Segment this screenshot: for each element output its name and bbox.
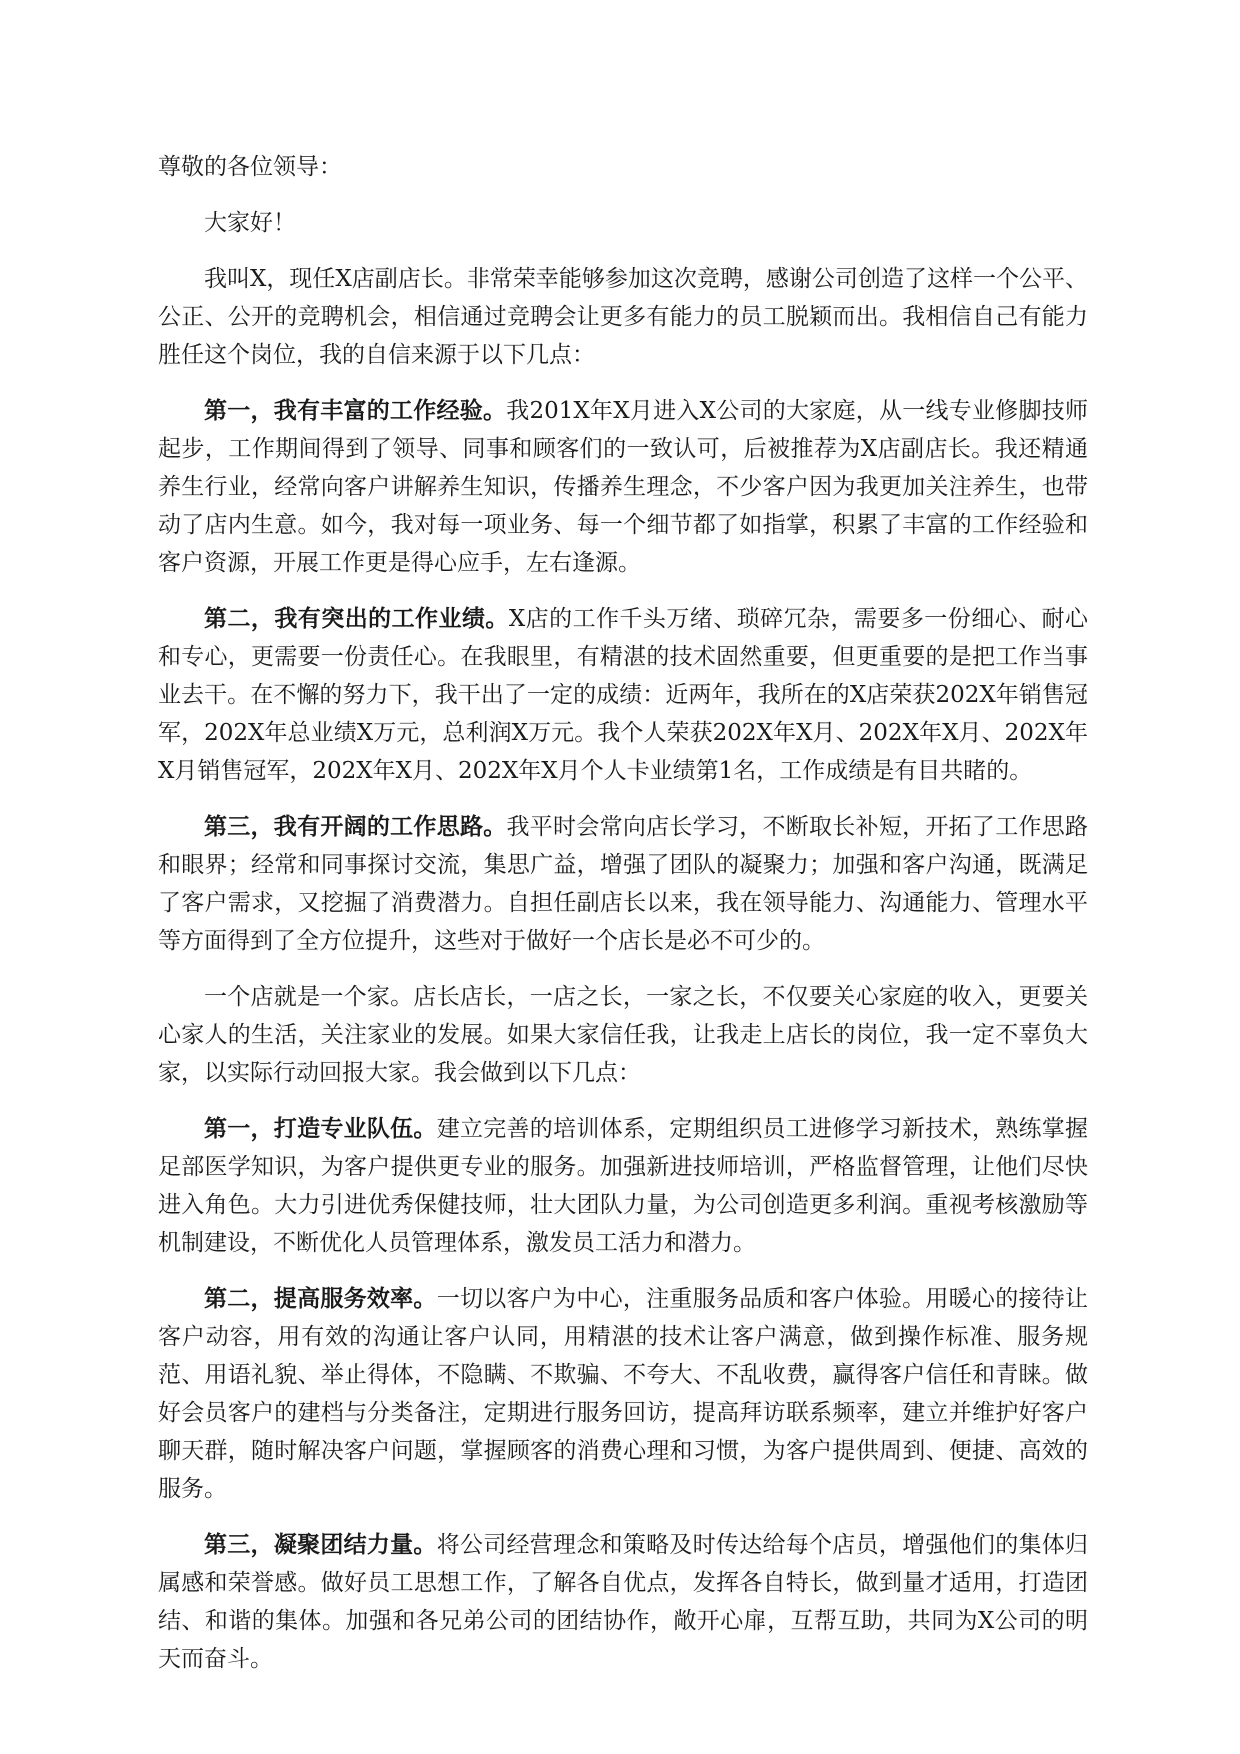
strength-paragraph-3 (158, 808, 1088, 960)
plan-heading-1: 第一，打造专业队伍。 (204, 1115, 437, 1142)
strength-heading-3: 第三，我有开阔的工作思路。 (204, 813, 507, 840)
document-body (158, 148, 1088, 1696)
plan-text-2: 一切以客户为中心，注重服务品质和客户体验。用暖心的接待让客户动容，用有效的沟通让客户认同，用精湛的技术让客户满意，做到操作标准、服务规范、用语礼貌、举止得体，不隐瞒、不欺骗、不夸大、不乱收费，赢得客户信任和青睐。做好会员客户的建档与分类备注，定期进行服务回访，提高拜访联系频率，建立并维护好客户聊天群，随时解决客户问题，掌握顾客的消费心理和习惯，为客户提供周到、便捷、高效的服务。 (158, 1286, 1089, 1502)
strength-text-3: 我平时会常向店长学习，不断取长补短，开拓了工作思路和眼界；经常和同事探讨交流，集思广益，增强了团队的凝聚力；加强和客户沟通，既满足了客户需求，又挖掘了消费潜力。自担任副店长以来，我在领导能力、沟通能力、管理水平等方面得到了全方位提升，这些对于做好一个店长是必不可少的。 (158, 814, 1089, 954)
plan-heading-2: 第二，提高服务效率。 (204, 1285, 437, 1312)
intro-paragraph: 我叫X，现任X店副店长。非常荣幸能够参加这次竞聘，感谢公司创造了这样一个公平、公正、公开的竞聘机会，相信通过竞聘会让更多有能力的员工脱颖而出。我相信自己有能力胜任这个岗位，我的自信来源于以下几点： (158, 266, 1088, 368)
plan-paragraph-3 (158, 1526, 1088, 1678)
plan-heading-3: 第三，凝聚团结力量。 (204, 1531, 437, 1558)
plan-paragraph-1 (158, 1110, 1088, 1262)
strength-heading-1: 第一，我有丰富的工作经验。 (204, 397, 507, 424)
greeting: 大家好！ (204, 210, 296, 236)
plan-paragraph-2 (158, 1280, 1088, 1508)
strength-text-2: X店的工作千头万绪、琐碎冗杂，需要多一份细心、耐心和专心，更需要一份责任心。在我眼里，有精湛的技术固然重要，但更重要的是把工作当事业去干。在不懈的努力下，我干出了一定的成绩：近两年，我所在的X店荣获202X年销售冠军，202X年总业绩X万元，总利润X万元。我个人荣获202X年X月、202X年X月、202X年X月销售冠军，202X年X月、202X年X月个人卡业绩第1名，工作成绩是有目共睹的。 (158, 606, 1089, 784)
strength-heading-2: 第二，我有突出的工作业绩。 (204, 605, 509, 632)
salutation: 尊敬的各位领导： (158, 154, 342, 180)
plan-text-1: 建立完善的培训体系，定期组织员工进修学习新技术，熟练掌握足部医学知识，为客户提供更专业的服务。加强新进技师培训，严格监督管理，让他们尽快进入角色。大力引进优秀保健技师，壮大团队力量，为公司创造更多利润。重视考核激励等机制建设，不断优化人员管理体系，激发员工活力和潜力。 (158, 1116, 1089, 1256)
strength-text-1: 我201X年X月进入X公司的大家庭，从一线专业修脚技师起步，工作期间得到了领导、同事和顾客们的一致认可，后被推荐为X店副店长。我还精通养生行业，经常向客户讲解养生知识，传播养生理念，不少客户因为我更加关注养生，也带动了店内生意。如今，我对每一项业务、每一个细节都了如指掌，积累了丰富的工作经验和客户资源，开展工作更是得心应手，左右逢源。 (158, 398, 1089, 576)
plan-text-3: 将公司经营理念和策略及时传达给每个店员，增强他们的集体归属感和荣誉感。做好员工思想工作，了解各自优点，发挥各自特长，做到量才适用，打造团结、和谐的集体。加强和各兄弟公司的团结协作，敞开心扉，互帮互助，共同为X公司的明天而奋斗。 (158, 1532, 1089, 1672)
strength-paragraph-1 (158, 392, 1088, 582)
transition-paragraph: 一个店就是一个家。店长店长，一店之长，一家之长，不仅要关心家庭的收入，更要关心家人的生活，关注家业的发展。如果大家信任我，让我走上店长的岗位，我一定不辜负大家，以实际行动回报大家。我会做到以下几点： (158, 984, 1088, 1086)
strength-paragraph-2 (158, 600, 1088, 790)
